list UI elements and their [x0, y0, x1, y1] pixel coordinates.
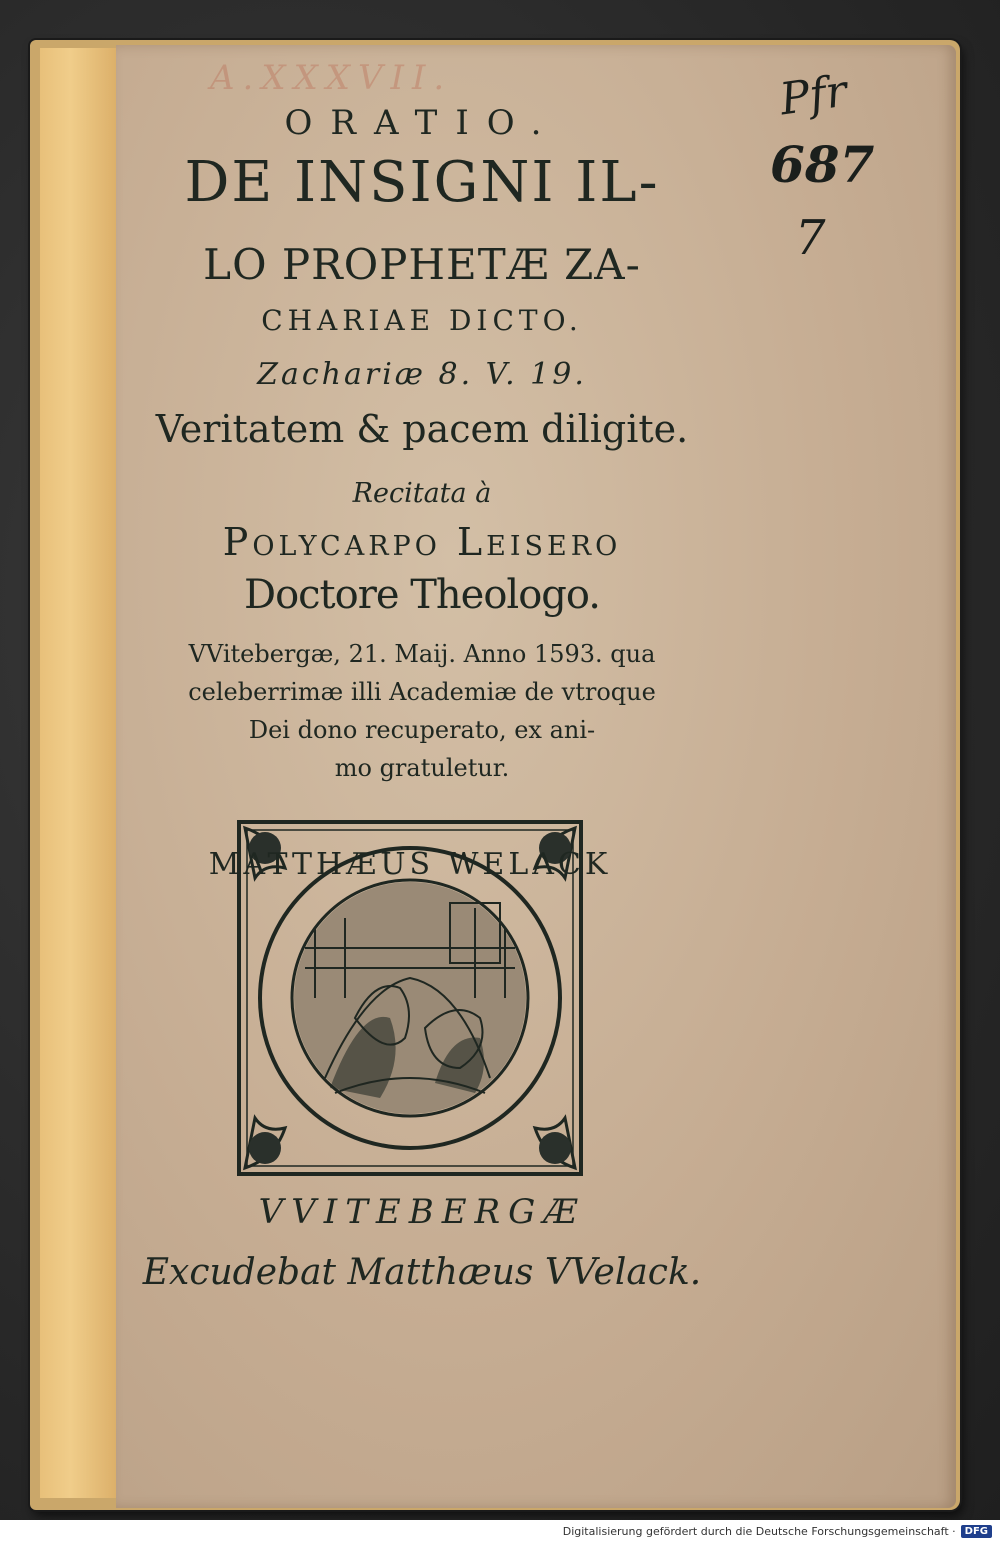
occasion-line-2: celeberrimæ illi Academiæ de vtroque — [188, 678, 656, 706]
shelfmark-line-3: 7 — [795, 210, 826, 266]
occasion-line-4: mo gratuletur. — [334, 754, 510, 782]
scripture-reference: Zachariæ 8. V. 19. — [257, 357, 587, 392]
imprint-printer: Excudebat Matthæus VVelack. — [142, 1252, 702, 1293]
printers-device-icon — [208, 818, 612, 1178]
dfg-logo-icon[interactable]: DFG — [961, 1525, 992, 1538]
author-name: Polycarpo Leisero — [222, 520, 622, 564]
printers-device-woodcut — [208, 818, 612, 1178]
title-line-4: CHARIAE DICTO. — [261, 304, 583, 337]
recitata-line: Recitata à — [352, 478, 492, 509]
title-line-oratio: ORATIO. — [284, 103, 560, 143]
title-line-2: DE INSIGNI IL- — [184, 150, 660, 215]
footer-credit: Digitalisierung gefördert durch die Deutsche Forschungsgemeinschaft · — [562, 1525, 956, 1538]
imprint-place: VVITEBERGÆ — [258, 1192, 586, 1232]
shelfmark-line-1: Pfr — [776, 65, 851, 126]
faded-red-inscription: A.XXXVII. — [210, 58, 453, 98]
shelfmark-line-2: 687 — [770, 135, 875, 194]
occasion-line-3: Dei dono recuperato, ex ani- — [248, 716, 596, 744]
device-legend: MATTHÆUS WELACK — [208, 847, 612, 882]
book-spine — [40, 48, 117, 1498]
digitization-footer — [0, 1520, 1000, 1543]
occasion-line-1: VVitebergæ, 21. Maij. Anno 1593. qua — [188, 640, 656, 668]
title-line-3: LO PROPHETÆ ZA- — [203, 240, 641, 289]
author-title: Doctore Theologo. — [244, 572, 600, 618]
scripture-quote: Veritatem & pacem diligite. — [155, 407, 689, 451]
